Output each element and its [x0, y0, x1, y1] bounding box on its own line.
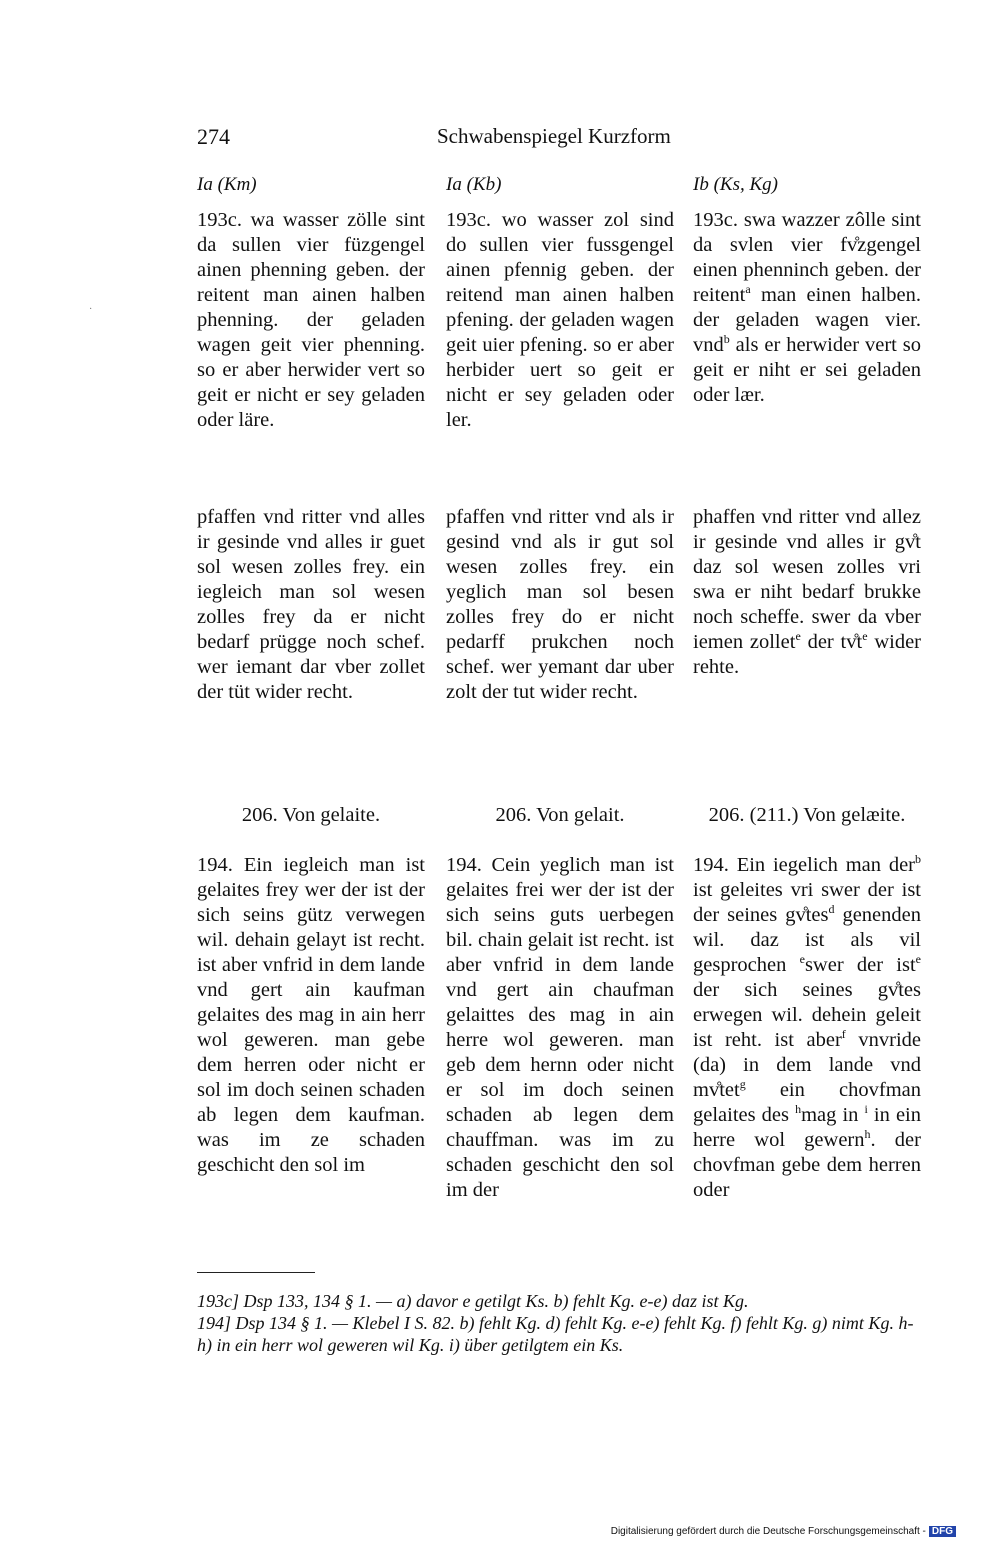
- page-number: 274: [197, 124, 230, 149]
- dfg-logo: DFG: [929, 1526, 956, 1537]
- footnote-mark: e: [799, 952, 805, 966]
- col2-para-193c: [446, 208, 674, 433]
- paragraph-text: pfaffen vnd ritter vnd als ir gesind vnd als ir gut sol wesen zolles frey. ein yeglich man sol besen zolles frey do er nicht pedarff prukchen noch schef. wer yemant dar uber zolt der tut wider recht.: [446, 506, 674, 703]
- footer-text: Digitalisierung gefördert durch die Deutsche Forschungsgemeinschaft -: [610, 1526, 926, 1537]
- paragraph-text: pfaffen vnd ritter vnd alles ir gesinde vnd alles ir guet sol wesen zolles frey. ein iegleich man sol wesen zolles frey da er nicht bedarf prügge noch schef. wer iemant dar vber zollet der tüt wider recht.: [197, 506, 425, 703]
- column-label-3: Ib (Ks, Kg): [693, 174, 778, 195]
- col1-para-193c: [197, 208, 425, 433]
- col1-para-194: [197, 853, 425, 1178]
- footnote-mark: g: [739, 1077, 746, 1091]
- footnote-mark: b: [723, 332, 730, 346]
- paragraph-text: 194. Ein iegleich man ist gelaites frey wer der ist der sich seins gütz verwegen wil. dehain gelayt ist recht. ist aber vnfrid in dem lande vnd gert ain kaufman gelaites des mag in ain herr wol geweren. man gebe dem herren oder nicht er sol im doch seinen schaden ab legen dem kaufman. was im ze schaden geschicht den sol im: [197, 854, 425, 1176]
- col1-para-pfaffen: [197, 505, 425, 705]
- paragraph-text: 194. Cein yeglich man ist gelaites frei wer der ist der sich seins guts uerbegen bil. chain gelait ist recht. ist aber vnfrid in dem lande vnd gert ain chaufman gelaittes des mag in ain herre wol geweren. man geb dem hernn oder nicht er sol im doch seinen schaden ab legen dem chauffman. was im zu schaden geschicht den sol im der: [446, 854, 674, 1201]
- paragraph-text: 194. Ein iegelich man der$^b$ ist geleites vri swer der ist der seines gv̊tes$^d$ genenden wil. daz ist als vil gesprochen $^e$swer der ist$^e$ der sich seines gv̊tes erwegen wil. dehein geleit ist reht. ist aber$^f$ vnvride (da) in dem lande vnd mv̊tet$^g$ ein chovfman gelaites des $^h$mag in $^i$ in ein herre wol gewern$^h$. der chovfman gebe dem herren oder: [693, 852, 921, 1201]
- footnote-194: 194] Dsp 134 § 1. — Klebel I S. 82. b) fehlt Kg. d) fehlt Kg. e-e) fehlt Kg. f) fehlt Kg. g) nimt Kg. h-h) in ein herr wol geweren wil Kg. i) über getilgtem ein Ks.: [197, 1313, 914, 1355]
- running-title: Schwabenspiegel Kurzform: [437, 124, 671, 148]
- footnotes: [197, 1290, 922, 1356]
- col2-para-194: [446, 853, 674, 1203]
- footnote-mark: f: [841, 1027, 846, 1041]
- footnote-mark: h: [864, 1127, 871, 1141]
- section-heading: 206. Von gelaite.: [241, 804, 381, 826]
- digitization-footer: [611, 1526, 956, 1537]
- paragraph-text: 193c. wa wasser zölle sint da sullen vier füzgengel ainen phenning geben. der reitent man ainen halben phenning. der geladen wagen geit vier phenning. so er aber herwider vert so geit er nicht er sey geladen oder läre.: [197, 209, 425, 431]
- footnote-mark: d: [828, 902, 835, 916]
- col3-para-phaffen: [693, 505, 921, 680]
- footnote-193c: 193c] Dsp 133, 134 § 1. — a) davor e getilgt Ks. b) fehlt Kg. e-e) daz ist Kg.: [197, 1291, 749, 1311]
- footnote-rule: [197, 1272, 315, 1273]
- col2-para-pfaffen: [446, 505, 674, 705]
- scan-mark: ·: [89, 304, 93, 315]
- section-heading: 206. (211.) Von gelæite.: [708, 804, 906, 826]
- paragraph-text: 193c. wo wasser zol sind do sullen vier fussgengel ainen pfennig geben. der reitend man ainen halben pfening. der geladen wagen geit uier pfening. so er aber herbider uert so geit er nicht er sey geladen oder ler.: [446, 209, 674, 431]
- footnote-mark: b: [915, 852, 921, 866]
- paragraph-text: phaffen vnd ritter vnd allez ir gesinde vnd alles ir gv̊t daz sol wesen zolles vri swa er niht bedarf brukke noch scheffe. swer da vber iemen zollet$^e$ der $tv̊t^e$ wider rehte.: [693, 506, 921, 678]
- paragraph-text: 193c. swa wazzer zôlle sint da svlen vier fv̊zgengel einen phenninch geben. der reitent$^a$ man einen halben. der geladen wagen vier. vnd$^b$ als er herwider vert so geit er niht er sei geladen oder lær.: [693, 209, 921, 406]
- footnote-mark: i: [864, 1102, 868, 1116]
- col3-para-193c: [693, 208, 921, 408]
- footnote-mark: e: [915, 952, 921, 966]
- column-label-2: Ia (Kb): [446, 174, 502, 195]
- col2-section-heading: [446, 803, 674, 828]
- footnote-mark: e: [795, 629, 801, 643]
- footnote-mark: a: [745, 282, 751, 296]
- col3-section-heading: [693, 803, 921, 828]
- footnote-mark: e: [862, 629, 868, 643]
- footnote-mark: h: [795, 1102, 802, 1116]
- col3-para-194: [693, 853, 921, 1203]
- section-heading: 206. Von gelait.: [495, 804, 625, 826]
- col1-section-heading: [197, 803, 425, 828]
- column-label-1: Ia (Km): [197, 174, 257, 195]
